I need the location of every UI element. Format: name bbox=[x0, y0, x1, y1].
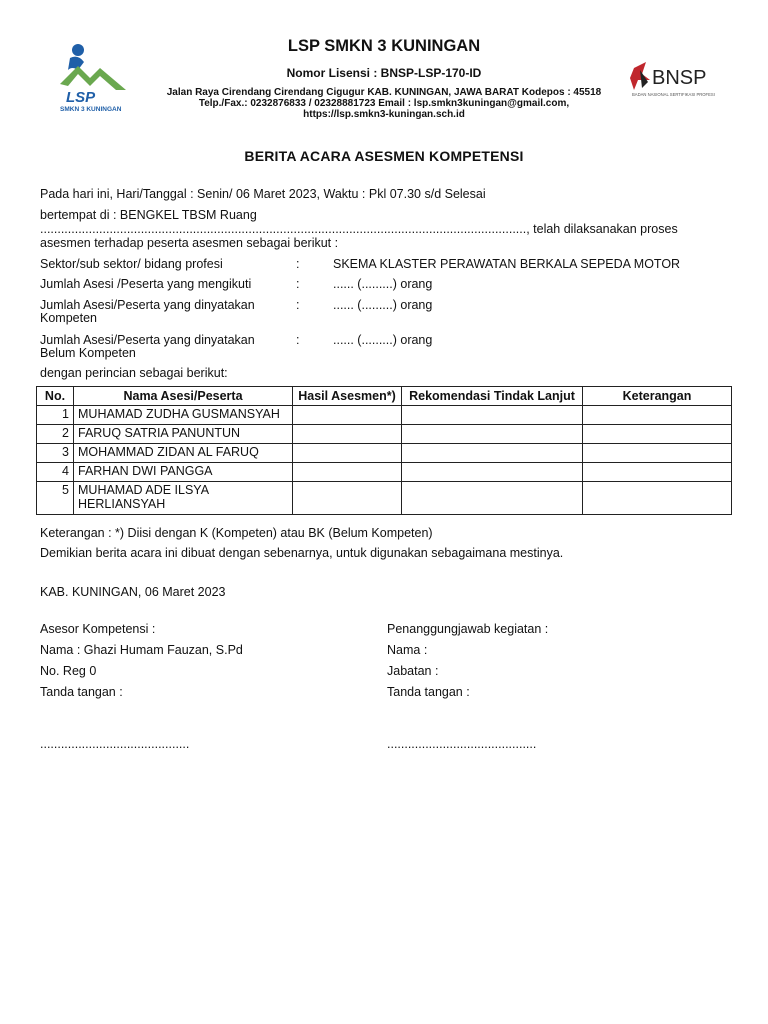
cell-nama: FARUQ SATRIA PANUNTUN bbox=[74, 425, 293, 444]
detail-label-mengikuti: Jumlah Asesi /Peserta yang mengikuti bbox=[40, 277, 252, 291]
table-header-row bbox=[37, 387, 732, 406]
table-row bbox=[37, 482, 732, 515]
cell-hasil[interactable] bbox=[293, 425, 402, 444]
cell-hasil[interactable] bbox=[293, 482, 402, 515]
cell-no: 5 bbox=[37, 482, 74, 515]
penanggungjawab-signature-line[interactable]: ........................................... bbox=[387, 737, 537, 751]
asesor-tanda-tangan: Tanda tangan : bbox=[40, 685, 123, 699]
org-title: LSP SMKN 3 KUNINGAN bbox=[287, 37, 481, 55]
bnsp-logo-subtext: BADAN NASIONAL SERTIFIKASI PROFESI bbox=[632, 92, 715, 97]
cell-keterangan[interactable] bbox=[583, 482, 732, 515]
closing-statement: Demikian berita acara ini dibuat dengan sebenarnya, untuk digunakan sebagaimana mestinya. bbox=[40, 546, 564, 560]
cell-rekomendasi[interactable] bbox=[402, 425, 583, 444]
col-header-no: No. bbox=[37, 387, 74, 406]
asesor-signature-line[interactable]: ........................................... bbox=[40, 737, 190, 751]
bnsp-logo bbox=[628, 58, 724, 102]
detail-value-sektor: SKEMA KLASTER PERAWATAN BERKALA SEPEDA MOTOR bbox=[333, 257, 681, 271]
penanggungjawab-title: Penanggungjawab kegiatan : bbox=[387, 622, 549, 636]
table-row bbox=[37, 425, 732, 444]
cell-rekomendasi[interactable] bbox=[402, 463, 583, 482]
cell-rekomendasi[interactable] bbox=[402, 482, 583, 515]
cell-rekomendasi[interactable] bbox=[402, 406, 583, 425]
place-date: KAB. KUNINGAN, 06 Maret 2023 bbox=[40, 585, 226, 599]
cell-no: 3 bbox=[37, 444, 74, 463]
detail-colon: : bbox=[296, 277, 300, 291]
detail-label-kompeten: Jumlah Asesi/Peserta yang dinyatakan bbox=[40, 298, 255, 312]
penanggungjawab-jabatan: Jabatan : bbox=[387, 664, 439, 678]
intro-line-4: asesmen terhadap peserta asesmen sebagai berikut : bbox=[40, 236, 339, 250]
cell-keterangan[interactable] bbox=[583, 463, 732, 482]
bnsp-logo-text: BNSP bbox=[652, 67, 707, 89]
detail-value-mengikuti: ...... (.........) orang bbox=[333, 277, 433, 291]
address-line-1: Jalan Raya Cirendang Cirendang Cigugur KAB. KUNINGAN, JAWA BARAT Kodepos : 45518 bbox=[166, 87, 602, 98]
cell-nama: MUHAMAD ZUDHA GUSMANSYAH bbox=[74, 406, 293, 425]
cell-nama: FARHAN DWI PANGGA bbox=[74, 463, 293, 482]
cell-rekomendasi[interactable] bbox=[402, 444, 583, 463]
intro-location: bertempat di : BENGKEL TBSM Ruang bbox=[40, 208, 257, 222]
detail-value-belum-kompeten: ...... (.........) orang bbox=[333, 333, 433, 347]
cell-nama: MOHAMMAD ZIDAN AL FARUQ bbox=[74, 444, 293, 463]
note-keterangan: Keterangan : *) Diisi dengan K (Kompeten) atau BK (Belum Kompeten) bbox=[40, 526, 433, 540]
cell-keterangan[interactable] bbox=[583, 425, 732, 444]
address-line-2: Telp./Fax.: 0232876833 / 02328881723 Email : lsp.smkn3kuningan@gmail.com, bbox=[198, 98, 570, 109]
asesor-nama: Nama : Ghazi Humam Fauzan, S.Pd bbox=[40, 643, 243, 657]
col-header-nama: Nama Asesi/Peserta bbox=[74, 387, 293, 406]
detail-colon: : bbox=[296, 298, 300, 312]
detail-colon: : bbox=[296, 333, 300, 347]
asesor-reg: No. Reg 0 bbox=[40, 664, 97, 678]
document-title: BERITA ACARA ASESMEN KOMPETENSI bbox=[244, 148, 524, 164]
address-line-3: https://lsp.smkn3-kuningan.sch.id bbox=[303, 109, 465, 120]
table-row bbox=[37, 444, 732, 463]
rincian-label: dengan perincian sebagai berikut: bbox=[40, 366, 228, 380]
col-header-keterangan: Keterangan bbox=[583, 387, 732, 406]
cell-keterangan[interactable] bbox=[583, 444, 732, 463]
detail-value-kompeten: ...... (.........) orang bbox=[333, 298, 433, 312]
asesor-title: Asesor Kompetensi : bbox=[40, 622, 156, 636]
penanggungjawab-tanda-tangan: Tanda tangan : bbox=[387, 685, 470, 699]
cell-no: 4 bbox=[37, 463, 74, 482]
cell-no: 2 bbox=[37, 425, 74, 444]
col-header-rekomendasi: Rekomendasi Tindak Lanjut bbox=[402, 387, 583, 406]
detail-colon: : bbox=[296, 257, 300, 271]
cell-nama: MUHAMAD ADE ILSYA HERLIANSYAH bbox=[74, 482, 293, 515]
cell-keterangan[interactable] bbox=[583, 406, 732, 425]
detail-label-kompeten-cont: Kompeten bbox=[40, 311, 97, 325]
cell-no: 1 bbox=[37, 406, 74, 425]
table-row bbox=[37, 463, 732, 482]
cell-hasil[interactable] bbox=[293, 463, 402, 482]
col-header-hasil: Hasil Asesmen*) bbox=[293, 387, 402, 406]
intro-dots-line: ............................................................................................................................................, telah dilaksanakan proses bbox=[40, 222, 678, 236]
detail-label-belum-kompeten: Jumlah Asesi/Peserta yang dinyatakan bbox=[40, 333, 255, 347]
peserta-table bbox=[36, 386, 732, 515]
lsp-logo-text: LSP bbox=[66, 89, 96, 106]
table-row bbox=[37, 406, 732, 425]
lsp-logo-subtext: SMKN 3 KUNINGAN bbox=[60, 106, 122, 112]
penanggungjawab-nama: Nama : bbox=[387, 643, 428, 657]
cell-hasil[interactable] bbox=[293, 406, 402, 425]
detail-label-sektor: Sektor/sub sektor/ bidang profesi bbox=[40, 257, 223, 271]
intro-line-1: Pada hari ini, Hari/Tanggal : Senin/ 06 Maret 2023, Waktu : Pkl 07.30 s/d Selesai bbox=[40, 187, 486, 201]
cell-hasil[interactable] bbox=[293, 444, 402, 463]
license-number: Nomor Lisensi : BNSP-LSP-170-ID bbox=[286, 66, 482, 80]
detail-label-belum-kompeten-cont: Belum Kompeten bbox=[40, 346, 136, 360]
